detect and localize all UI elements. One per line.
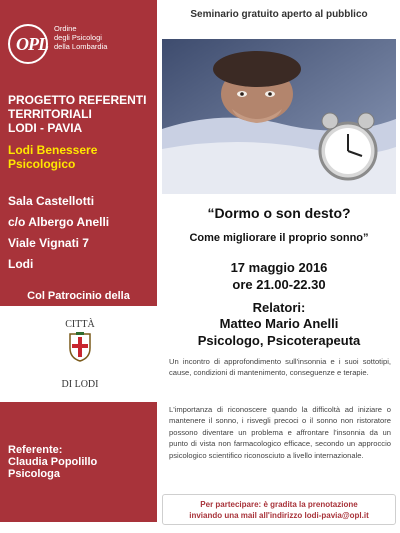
logo-line: Ordine: [54, 24, 77, 33]
address-line: c/o Albergo Anelli: [8, 215, 110, 229]
speaker-name: Matteo Mario Anelli: [219, 316, 339, 331]
referent-role: Psicologa: [8, 468, 60, 480]
project-line: LODI - PAVIA: [8, 121, 83, 135]
registration-email[interactable]: inviando una mail all'indirizzo lodi-pavia@opl.it: [189, 511, 369, 520]
speakers-label: Relatori:: [252, 300, 306, 315]
project-line: PROGETTO REFERENTI: [8, 93, 147, 107]
tagline-line: Lodi Benessere: [8, 143, 98, 157]
event-time: ore 21.00-22.30: [232, 277, 326, 292]
city-crest: [55, 319, 105, 399]
description-paragraph: Un incontro di approfondimento sull'insonnia e i suoi sottotipi, cause, condizioni di mantenimento, conseguenze e terapie.: [169, 357, 391, 378]
right-column: [162, 0, 396, 533]
venue-address: [8, 191, 109, 275]
address-line: Sala Castellotti: [8, 194, 95, 208]
speaker-role: Psicologo, Psicoterapeuta: [197, 333, 361, 348]
sleepless-photo: [162, 39, 396, 194]
event-date: 17 maggio 2016: [230, 260, 328, 275]
event-subtitle-text: Come migliorare il proprio sonno: [189, 232, 364, 244]
tagline-line: Psicologico: [8, 157, 76, 171]
event-title-text: Dormo o son desto?: [214, 205, 351, 221]
opl-logo: [8, 18, 156, 68]
logo-line: degli Psicologi: [54, 33, 102, 42]
logo-badge-text: OPL: [16, 34, 48, 54]
left-column: [0, 0, 157, 533]
project-line: TERRITORIALI: [8, 107, 92, 121]
crest-bottom-text: DI LODI: [61, 379, 99, 390]
seminar-heading: Seminario gratuito aperto al pubblico: [190, 9, 368, 20]
opl-badge-icon: [8, 24, 48, 64]
description-paragraph: L'importanza di riconoscere quando la difficoltà ad iniziare o mantenere il sonno, i risvegli precoci o il sonno non ristoratore possono diventare un problema e affrontare l'insonnia da un punto di vista non farmacologico efficace, secondo un approccio psicologico scientifico riconosciuto a livello internazionale.: [169, 405, 391, 460]
address-line: Viale Vignati 7: [8, 236, 89, 250]
program-tagline: [8, 143, 148, 171]
logo-text: [54, 24, 107, 51]
project-title: [8, 93, 154, 135]
shield-icon: [68, 332, 92, 362]
crest-top-text: CITTÀ: [65, 319, 95, 330]
event-title: “Dormo o son desto?: [207, 205, 351, 221]
referent-name: Claudia Popolillo: [8, 456, 98, 468]
referent-info: [8, 444, 97, 480]
registration-box: [162, 494, 396, 525]
referent-label: Referente:: [8, 444, 63, 456]
event-subtitle: Come migliorare il proprio sonno”: [189, 232, 369, 244]
registration-line: Per partecipare: è gradita la prenotazione: [200, 500, 358, 509]
patronage-label: Col Patrocinio della: [27, 290, 130, 302]
address-line: Lodi: [8, 257, 34, 271]
logo-line: della Lombardia: [54, 42, 108, 51]
